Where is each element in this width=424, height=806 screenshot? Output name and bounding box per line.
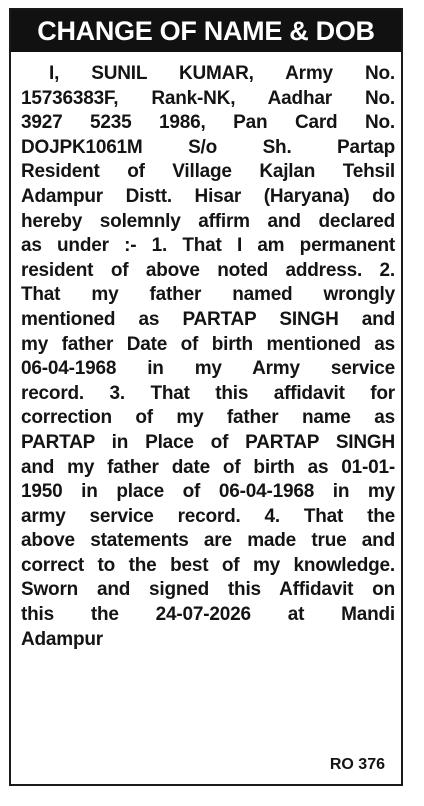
- ad-text-line: my father Date of birth mentioned as: [21, 333, 395, 355]
- ad-text-line: Adampur Distt. Hisar (Haryana) do: [21, 185, 395, 207]
- ad-text-line: 3927 5235 1986, Pan Card No.: [21, 112, 395, 134]
- ad-text-line: above statements are made true and: [21, 530, 395, 552]
- ad-text-line: correction of my father name as: [21, 407, 395, 429]
- ad-text-line: record. 3. That this affidavit for: [21, 382, 395, 404]
- ad-text-line: Sworn and signed this Affidavit on: [21, 579, 395, 601]
- ad-text-line: DOJPK1061M S/o Sh. Partap: [21, 136, 395, 158]
- ad-heading: CHANGE OF NAME & DOB: [11, 10, 401, 52]
- ad-text-line: Adampur: [21, 628, 103, 650]
- ad-text-line: as under :- 1. That I am permanent: [21, 235, 395, 257]
- ad-text-line: That my father named wrongly: [21, 284, 395, 306]
- classified-ad: [9, 8, 403, 786]
- ad-text-line: 15736383F, Rank-NK, Aadhar No.: [21, 87, 395, 109]
- ad-text-line: mentioned as PARTAP SINGH and: [21, 308, 395, 330]
- ad-text-line: hereby solemnly affirm and declared: [21, 210, 395, 232]
- ad-text-line: Resident of Village Kajlan Tehsil: [21, 161, 395, 183]
- release-order-code: RO 376: [329, 756, 385, 773]
- ad-text-line: and my father date of birth as 01-01-: [21, 456, 395, 478]
- ad-text-line: PARTAP in Place of PARTAP SINGH: [21, 431, 395, 453]
- ad-text-line: correct to the best of my knowledge.: [21, 554, 395, 576]
- ad-text-line: this the 24-07-2026 at Mandi: [21, 604, 395, 626]
- ad-text-line: 06-04-1968 in my Army service: [21, 358, 395, 380]
- ad-text-line: 1950 in place of 06-04-1968 in my: [21, 481, 395, 503]
- ad-text-line: army service record. 4. That the: [21, 505, 395, 527]
- ad-text-line: I, SUNIL KUMAR, Army No.: [49, 63, 395, 84]
- ad-text-line: resident of above noted address. 2.: [21, 259, 395, 281]
- ad-body: [21, 62, 395, 652]
